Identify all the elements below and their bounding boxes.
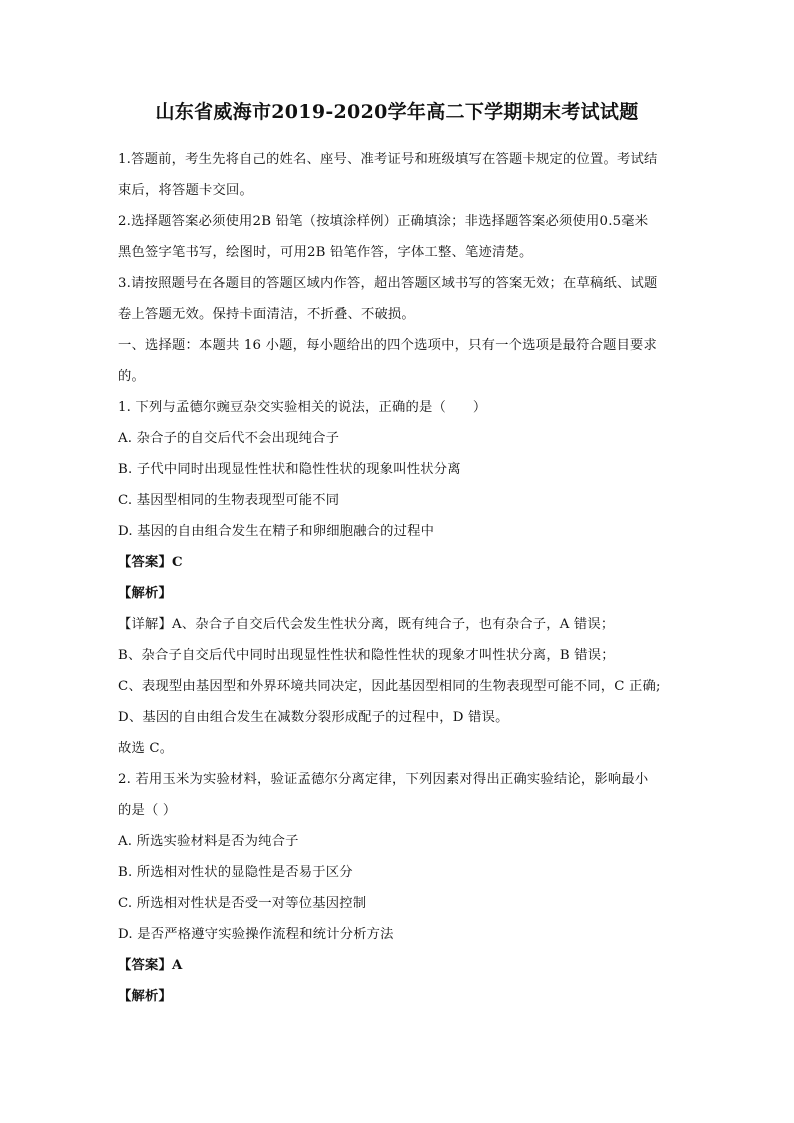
question-1-explanation-c: C、表现型由基因型和外界环境共同决定，因此基因型相同的生物表现型可能不同，C 正确;	[118, 679, 661, 694]
section-heading-line-2: 的。	[118, 369, 145, 384]
question-1-option-b: B. 子代中同时出现显性性状和隐性性状的现象叫性状分离	[118, 462, 461, 477]
section-heading-line-1: 一、选择题：本题共 16 小题，每小题给出的四个选项中，只有一个选项是最符合题目要求	[118, 338, 658, 353]
instruction-1-line-1: 1.答题前，考生先将自己的姓名、座号、准考证号和班级填写在答题卡规定的位置。考试结	[118, 152, 658, 167]
question-1-option-d: D. 基因的自由组合发生在精子和卵细胞融合的过程中	[118, 524, 435, 539]
question-1-stem: 1. 下列与孟德尔豌豆杂交实验相关的说法，正确的是（ ）	[118, 400, 487, 415]
question-2-answer: 【答案】A	[118, 958, 183, 973]
question-1-answer: 【答案】C	[118, 555, 183, 570]
question-2-stem-line-1: 2. 若用玉米为实验材料，验证孟德尔分离定律，下列因素对得出正确实验结论，影响最小	[118, 772, 649, 787]
question-2-stem-line-2: 的是（ ）	[118, 803, 177, 818]
question-2-option-d: D. 是否严格遵守实验操作流程和统计分析方法	[118, 927, 394, 942]
instruction-2-line-1: 2.选择题答案必须使用2B 铅笔（按填涂样例）正确填涂；非选择题答案必须使用0.5毫米	[118, 214, 649, 229]
instruction-2-line-2: 黑色签字笔书写，绘图时，可用2B 铅笔作答，字体工整、笔迹清楚。	[118, 245, 533, 260]
question-1-option-c: C. 基因型相同的生物表现型可能不同	[118, 493, 340, 508]
question-1-option-a: A. 杂合子的自交后代不会出现纯合子	[118, 431, 340, 446]
instruction-3-line-1: 3.请按照题号在各题目的答题区域内作答，超出答题区域书写的答案无效；在草稿纸、试题	[118, 276, 658, 291]
document-title: 山东省威海市2019-2020学年高二下学期期末考试试题	[155, 101, 639, 123]
question-2-option-b: B. 所选相对性状的显隐性是否易于区分	[118, 865, 353, 880]
instruction-3-line-2: 卷上答题无效。保持卡面清洁，不折叠、不破损。	[118, 307, 415, 322]
question-1-analysis-heading: 【解析】	[118, 586, 172, 601]
question-1-explanation-d: D、基因的自由组合发生在减数分裂形成配子的过程中，D 错误。	[118, 710, 509, 725]
instruction-1-line-2: 束后，将答题卡交回。	[118, 183, 253, 198]
question-1-conclusion: 故选 C。	[118, 741, 174, 756]
question-2-option-c: C. 所选相对性状是否受一对等位基因控制	[118, 896, 367, 911]
question-2-analysis-heading: 【解析】	[118, 989, 172, 1004]
question-1-explanation-a: 【详解】A、杂合子自交后代会发生性状分离，既有纯合子，也有杂合子，A 错误；	[118, 617, 615, 632]
question-2-option-a: A. 所选实验材料是否为纯合子	[118, 834, 299, 849]
question-1-explanation-b: B、杂合子自交后代中同时出现显性性状和隐性性状的现象才叫性状分离，B 错误；	[118, 648, 615, 663]
